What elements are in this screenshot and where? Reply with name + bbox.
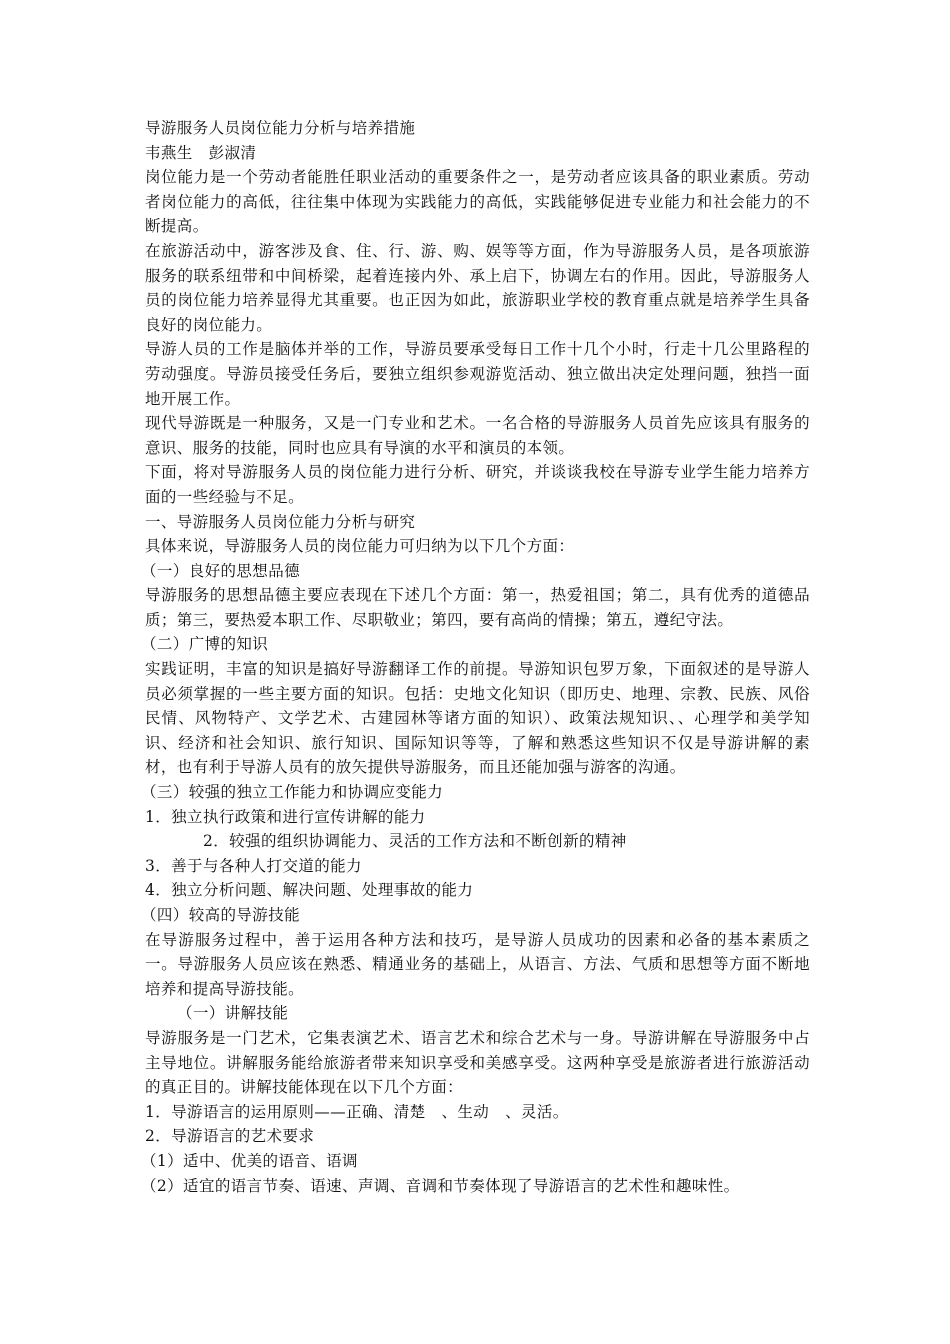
list-item-art: 2．导游语言的艺术要求 [145,1127,315,1146]
list-item-1: 1．独立执行政策和进行宣传讲解的能力 [145,807,426,826]
list-subitem-2: （2）适宜的语言节奏、语速、声调、音调和节奏体现了导游语言的艺术性和趣味性。 [141,1176,740,1195]
paragraph-below: 下面，将对导游服务人员的岗位能力进行分析、研究，并谈谈我校在导游专业学生能力培养方面的一些经验与不足。 [145,463,810,506]
list-item-2: 2．较强的组织协调能力、灵活的工作方法和不断创新的精神 [203,832,627,851]
paragraph-knowledge: 实践证明，丰富的知识是搞好导游翻译工作的前提。导游知识包罗万象，下面叙述的是导游人员必须掌握的一些主要方面的知识。包括：史地文化知识（即历史、地理、宗教、民族、风俗民情、风物特产、文学艺术、古建园林等诸方面的知识）、政策法规知识、、心理学和美学知识、经济和社会知识、旅行知识、国际知识等等，了解和熟悉这些知识不仅是导游讲解的素材，也有利于导游人员有的放矢提供导游服务，而且还能加强与游客的沟通。 [145,660,810,777]
paragraph-work: 导游人员的工作是脑体并举的工作，导游员要承受每日工作十几个小时，行走十几公里路程的劳动强度。导游员接受任务后，要独立组织参观游览活动、独立做出决定处理问题，独挡一面地开展工作。 [145,340,810,408]
subheading-morality: （一）良好的思想品德 [141,561,301,580]
list-item-principle: 1．导游语言的运用原则——正确、清楚 、生动 、灵活。 [145,1102,569,1121]
paragraph-skills: 在导游服务过程中，善于运用各种方法和技巧，是导游人员成功的因素和必备的基本素质之一。导游服务人员应该在熟悉、精通业务的基础上，从语言、方法、气质和思想等方面不断地培养和提高导游技能。 [145,930,810,998]
paragraph-intro: 岗位能力是一个劳动者能胜任职业活动的重要条件之一，是劳动者应该具备的职业素质。劳动者岗位能力的高低，往往集中体现为实践能力的高低，实践能够促进专业能力和社会能力的不断提高。 [145,168,810,236]
list-item-3: 3．善于与各种人打交道的能力 [145,856,362,875]
paragraph-tourism: 在旅游活动中，游客涉及食、住、行、游、购、娱等等方面，作为导游服务人员，是各项旅游服务的联系纽带和中间桥梁，起着连接内外、承上启下，协调左右的作用。因此，导游服务人员的岗位能力培养显得尤其重要。也正因为如此，旅游职业学校的教育重点就是培养学生具备良好的岗位能力。 [145,241,810,334]
subheading-knowledge: （二）广博的知识 [141,635,269,654]
document-body [141,116,810,1198]
document-title: 导游服务人员岗位能力分析与培养措施 [145,119,416,137]
list-item-4: 4．独立分析问题、解决问题、处理事故的能力 [145,881,474,900]
subheading-explain: （一）讲解技能 [177,1004,289,1023]
list-subitem-1: （1）适中、优美的语音、语调 [141,1151,358,1170]
paragraph-explain: 导游服务是一门艺术，它集表演艺术、语言艺术和综合艺术与一身。导游讲解在导游服务中占主导地位。讲解服务能给旅游者带来知识享受和美感享受。这两种享受是旅游者进行旅游活动的真正目的。讲解技能体现在以下几个方面： [145,1028,810,1097]
paragraph-summary: 具体来说，导游服务人员的岗位能力可归纳为以下几个方面： [145,537,575,556]
subheading-skills: （四）较高的导游技能 [141,906,301,924]
document-authors: 韦燕生 彭淑清 [145,143,257,162]
section-heading-1: 一、导游服务人员岗位能力分析与研究 [145,512,416,531]
paragraph-morality: 导游服务的思想品德主要应表现在下述几个方面：第一，热爱祖国；第二，具有优秀的道德品质；第三，要热爱本职工作、尽职敬业；第四，要有高尚的情操；第五，遵纪守法。 [145,586,810,629]
subheading-ability: （三）较强的独立工作能力和协调应变能力 [141,783,444,802]
paragraph-modern: 现代导游既是一种服务，又是一门专业和艺术。一名合格的导游服务人员首先应该具有服务的意识、服务的技能，同时也应具有导演的水平和演员的本领。 [145,414,810,457]
